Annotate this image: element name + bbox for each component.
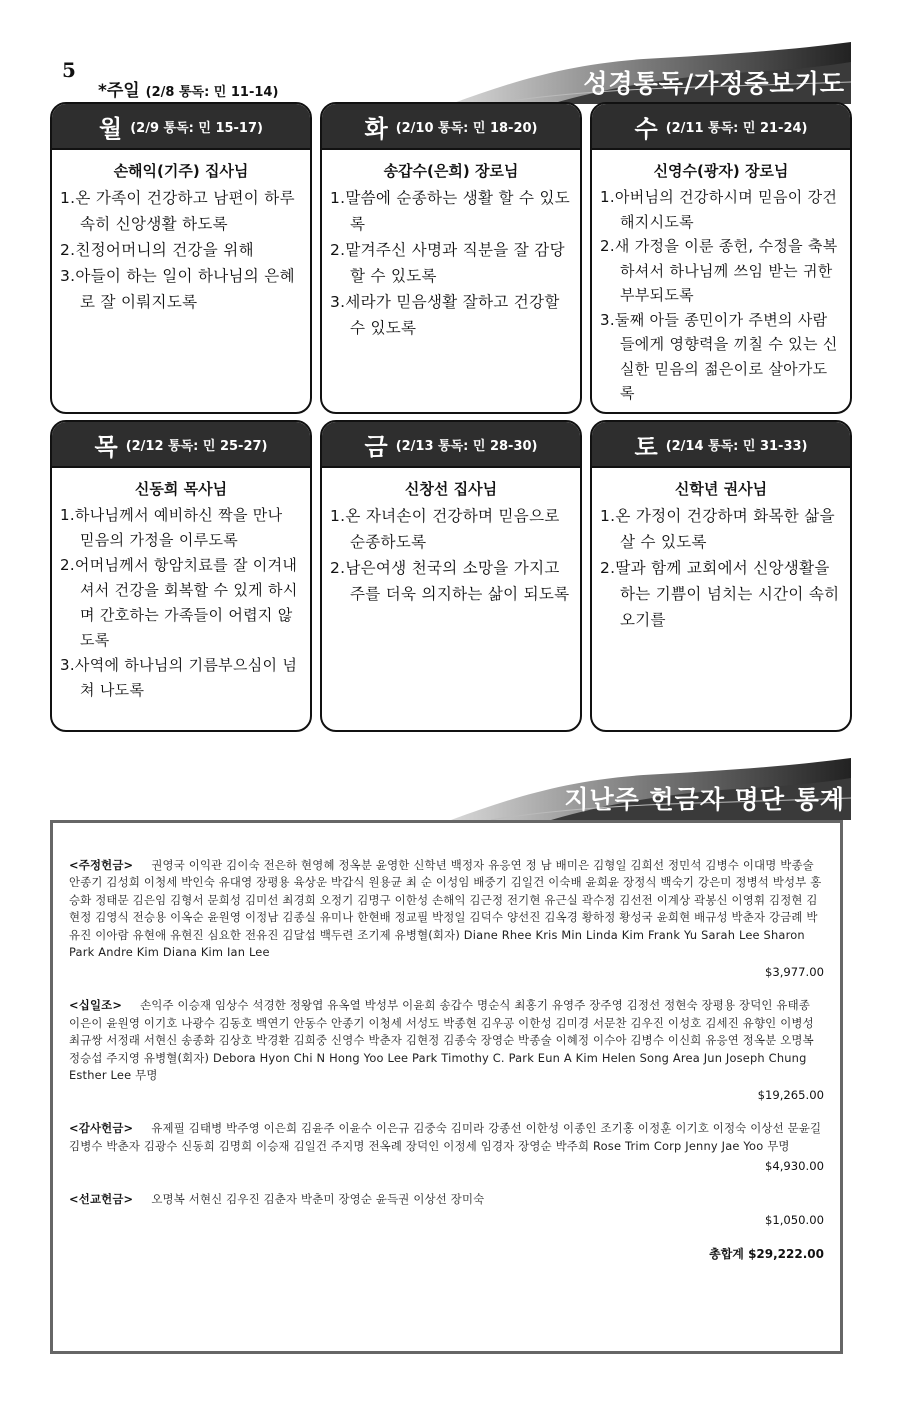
offering-category (69, 857, 824, 983)
card-header (592, 104, 850, 150)
card-header (52, 104, 310, 150)
offering-label: <선교헌금> (69, 1192, 134, 1207)
day-reading: (2/9 통독: 민 15-17) (130, 120, 263, 136)
day-card-wed (590, 102, 852, 414)
day-card-sat (590, 420, 852, 732)
offering-names: 유제필 김태병 박주영 이은희 김윤주 이윤수 이은규 김중숙 김미라 강종선 이한성 이종인 조기홍 이정훈 이기호 이정숙 이상선 문윤길 김병수 박춘자 김광수 신동희 김명희 이승재 김일건 주지명 전옥례 장덕인 이정세 임경자 장영순 박주희 Rose Trim Corp Jenny Jae Yoo 무명 (69, 1121, 822, 1153)
prayer-person: 신창선 집사님 (404, 480, 498, 498)
day-reading: (2/12 통독: 민 25-27) (125, 438, 268, 454)
page-number: 5 (62, 58, 76, 82)
offering-names: 권영국 이익관 김이숙 전은하 현영혜 정옥분 윤영한 신학년 백정자 유응연 정 남 배미은 김형일 김희선 정민석 김병수 이대명 박종술 안종기 김성희 이청세 박인숙 유대영 장평용 육상운 박갑식 원용균 최 순 이성임 배중기 김일건 이숙배 윤희윤 장정식 백숙기 강은미 정병석 박성부 홍승화 정태문 김은임 김형서 문희성 김미선 최경희 오정기 김명구 이한성 손해익 김근정 전기현 유근실 곽수정 김선전 이계상 곽봉신 이영휘 김정현 김현정 김영식 전승용 이옥순 윤원영 이정남 김종실 유미나 한현배 정교필 박정일 김덕수 양선진 김옥경 황하정 황성국 윤희현 배규성 박춘자 강금례 박유진 이아람 유현애 유현진 심요한 전유진 김달섭 백두련 조기제 유병혈(회자) Diane Rhee Kris Min Linda Kim Frank Yu Sarah Lee Sharon Park Andre Kim Diana Kim Ian Lee (69, 858, 822, 960)
day-reading: (2/10 통독: 민 18-20) (395, 120, 538, 136)
card-header (322, 422, 580, 468)
day-reading: (2/14 통독: 민 31-33) (665, 438, 808, 454)
prayer-item: 2.남은여생 천국의 소망을 가지고 주를 더욱 의지하는 삶이 되도록 (330, 559, 570, 603)
sunday-reading (98, 76, 278, 101)
prayer-item: 1.하나님께서 예비하신 짝을 만나 믿음의 가정을 이루도록 (60, 506, 283, 549)
offering-names: 손익주 이승재 임상수 석경한 정왕엽 유옥열 박성부 이윤희 송갑수 명순식 최홍기 유영주 장주영 김정선 정현숙 장평용 장덕인 유태종 이은이 윤원영 이기호 나광수 김동호 백연기 안동수 안종기 이청세 서성도 박종현 김우공 이한성 김미경 서문찬 김우진 이성호 김세진 유향인 이병성 최규쌍 서정래 서현신 송종화 김상호 박경환 김희중 신영수 박춘자 김현정 김종숙 장영순 박종술 이혜정 이수아 김병수 이신희 유응연 정옥분 오명복 정승섭 주지영 유병혈(회자) Debora Hyon Chi N Hong Yoo Lee Park Timothy C. Park Eun A Kim Helen Song Area Jun Joseph Chung Esther Lee 무명 (69, 998, 814, 1083)
day-card-tue (320, 102, 582, 414)
prayer-person: 신영수(광자) 장로님 (653, 162, 789, 180)
prayer-person: 손해익(기주) 집사님 (113, 162, 249, 180)
offering-banner (431, 758, 851, 820)
day-label: 수 (634, 114, 658, 143)
day-card-mon (50, 102, 312, 414)
offering-amount: $4,930.00 (764, 1159, 824, 1174)
offering-amount: $3,977.00 (764, 965, 824, 980)
day-label: 화 (364, 114, 388, 143)
day-card-fri (320, 420, 582, 732)
day-reading: (2/11 통독: 민 21-24) (665, 120, 808, 136)
prayer-item: 2.새 가정을 이룬 종헌, 수정을 축복하셔서 하나님께 쓰임 받는 귀한 부부되도록 (600, 237, 838, 304)
card-header (52, 422, 310, 468)
prayer-person: 신동희 목사님 (134, 480, 228, 498)
prayer-item: 1.온 자녀손이 건강하며 믿음으로 순종하도록 (330, 507, 560, 551)
sunday-reading-text: (2/8 통독: 민 11-14) (145, 85, 279, 100)
prayer-item: 1.말씀에 순종하는 생활 할 수 있도록 (330, 189, 571, 233)
day-card-thu (50, 420, 312, 732)
prayer-item: 1.온 가정이 건강하며 화목한 삶을 살 수 있도록 (600, 507, 835, 551)
day-label: 금 (364, 432, 388, 461)
prayer-person: 송갑수(은희) 장로님 (383, 162, 519, 180)
prayer-item: 2.어머님께서 항암치료를 잘 이겨내셔서 건강을 회복할 수 있게 하시며 간호하는 가족들이 어렵지 않도록 (60, 556, 298, 649)
offering-label: <주정헌금> (69, 858, 134, 872)
prayer-item: 3.사역에 하나님의 기름부으심이 넘쳐 나도록 (60, 656, 298, 699)
day-label: 월 (99, 114, 123, 143)
top-banner (431, 42, 851, 104)
grand-total: 총합계 $29,222.00 (709, 1246, 824, 1261)
sunday-label: *주일 (98, 81, 140, 101)
prayer-item: 2.딸과 함께 교회에서 신앙생활을 하는 기쁨이 넘치는 시간이 속히 오기를 (600, 559, 840, 629)
prayer-item: 2.맡겨주신 사명과 직분을 잘 감당할 수 있도록 (330, 241, 565, 285)
card-header (322, 104, 580, 150)
day-label: 토 (634, 432, 658, 461)
banner-title: 지난주 헌금자 명단 통계 (564, 785, 845, 814)
prayer-item: 3.둘째 아들 종민이가 주변의 사람들에게 영향력을 끼칠 수 있는 신실한 믿음의 젊은이로 살아가도록 (600, 310, 838, 402)
card-header (592, 422, 850, 468)
day-label: 목 (94, 432, 118, 461)
prayer-item: 2.친정어머니의 건강을 위해 (60, 241, 254, 259)
prayer-item: 1.온 가족이 건강하고 남편이 하루속히 신앙생활 하도록 (60, 189, 295, 233)
offering-list-box (50, 820, 843, 1354)
day-reading: (2/13 통독: 민 28-30) (395, 438, 538, 454)
offering-label: <십일조> (69, 998, 123, 1013)
offering-label: <감사헌금> (69, 1121, 134, 1136)
banner-title: 성경통독/가정중보기도 (583, 69, 845, 98)
offering-amount: $1,050.00 (764, 1212, 824, 1227)
offering-category (69, 997, 824, 1106)
prayer-item: 3.아들이 하는 일이 하나님의 은혜로 잘 이뤄지도록 (60, 267, 295, 311)
offering-category (69, 1120, 824, 1177)
prayer-item: 1.아버님의 건강하시며 믿음이 강건해지시도록 (600, 188, 838, 231)
prayer-item: 3.세라가 믿음생활 잘하고 건강할 수 있도록 (330, 293, 560, 337)
prayer-person: 신학년 권사님 (674, 480, 768, 498)
offering-category (69, 1191, 824, 1230)
offering-amount: $19,265.00 (757, 1088, 824, 1103)
offering-names: 오명복 서현신 김우진 김춘자 박춘미 장영순 윤득권 이상선 장미숙 (151, 1192, 485, 1207)
